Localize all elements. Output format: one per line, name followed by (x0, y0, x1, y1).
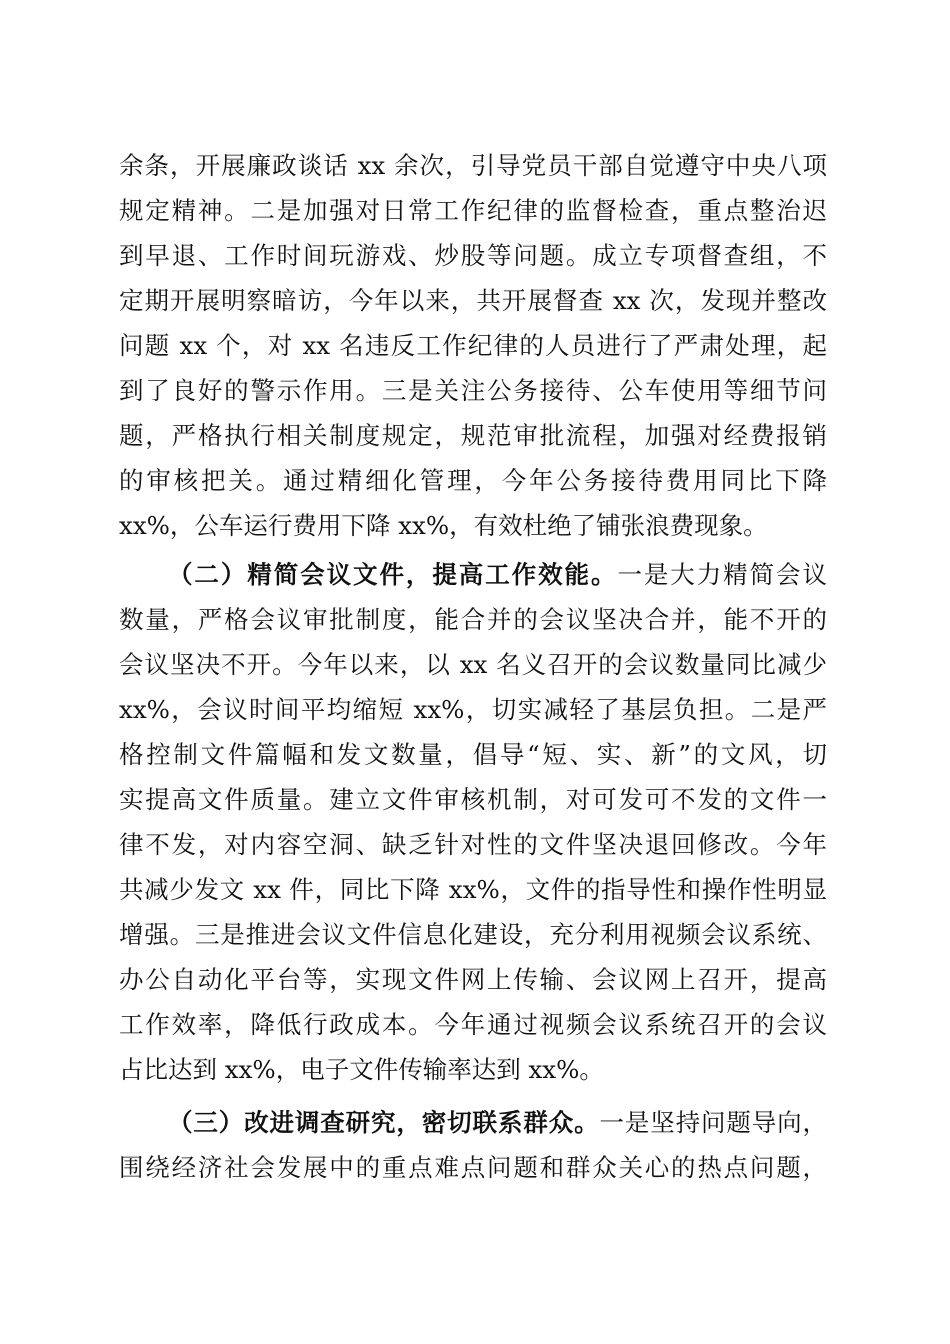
text-line: xx%，公车运行费用下降 xx%，有效杜绝了铺张浪费现象。 (119, 511, 768, 540)
text-line: 规定精神。二是加强对日常工作纪律的监督检查，重点整治迟 (119, 196, 827, 225)
text-line: 办公自动化平台等，实现文件网上传输、会议网上召开，提高 (119, 965, 827, 994)
section-2-heading: （二）精简会议文件，提高工作效能。 (168, 560, 618, 589)
text-line: 的审核把关。通过精细化管理，今年公务接待费用同比下降 (119, 466, 827, 495)
section-3-heading: （三）改进调查研究，密切联系群众。 (168, 1108, 600, 1137)
text-line: 共减少发文 xx 件，同比下降 xx%，文件的指导性和操作性明显 (119, 875, 827, 904)
text-line: 到早退、工作时间玩游戏、炒股等问题。成立专项督查组，不 (119, 241, 827, 270)
text-line: 问题 xx 个，对 xx 名违反工作纪律的人员进行了严肃处理，起 (119, 331, 827, 360)
text-line: 定期开展明察暗访，今年以来，共开展督查 xx 次，发现并整改 (119, 286, 827, 315)
text-line: 余条，开展廉政谈话 xx 余次，引导党员干部自觉遵守中央八项 (119, 151, 827, 180)
section-3-first-line-text: 一是坚持问题导向， (599, 1108, 828, 1137)
text-line: 题，严格执行相关制度规定，规范审批流程，加强对经费报销 (119, 421, 827, 450)
text-line: xx%，会议时间平均缩短 xx%，切实减轻了基层负担。二是严 (119, 695, 827, 724)
text-line: 格控制文件篇幅和发文数量，倡导“短、实、新”的文风，切 (119, 740, 827, 769)
text-line: 占比达到 xx%，电子文件传输率达到 xx%。 (119, 1055, 604, 1084)
text-line: 工作效率，降低行政成本。今年通过视频会议系统召开的会议 (119, 1010, 827, 1039)
text-line: 到了良好的警示作用。三是关注公务接待、公车使用等细节问 (119, 376, 827, 405)
text-line: 围绕经济社会发展中的重点难点问题和群众关心的热点问题， (119, 1153, 827, 1182)
section-2-paragraph (119, 552, 827, 1092)
section-2-first-line-text: 一是大力精简会议 (617, 560, 827, 589)
document-body (119, 143, 827, 1190)
text-line: 数量，严格会议审批制度，能合并的会议坚决合并，能不开的 (119, 605, 827, 634)
section-3-first-line (119, 1100, 827, 1145)
section-2-first-line (119, 552, 827, 597)
text-line: 会议坚决不开。今年以来，以 xx 名义召开的会议数量同比减少 (119, 650, 827, 679)
paragraph-continuation (119, 143, 827, 548)
text-line: 律不发，对内容空洞、缺乏针对性的文件坚决退回修改。今年 (119, 830, 827, 859)
section-3-paragraph (119, 1100, 827, 1190)
text-line: 实提高文件质量。建立文件审核机制，对可发可不发的文件一 (119, 785, 827, 814)
text-line: 增强。三是推进会议文件信息化建设，充分利用视频会议系统、 (119, 920, 827, 949)
